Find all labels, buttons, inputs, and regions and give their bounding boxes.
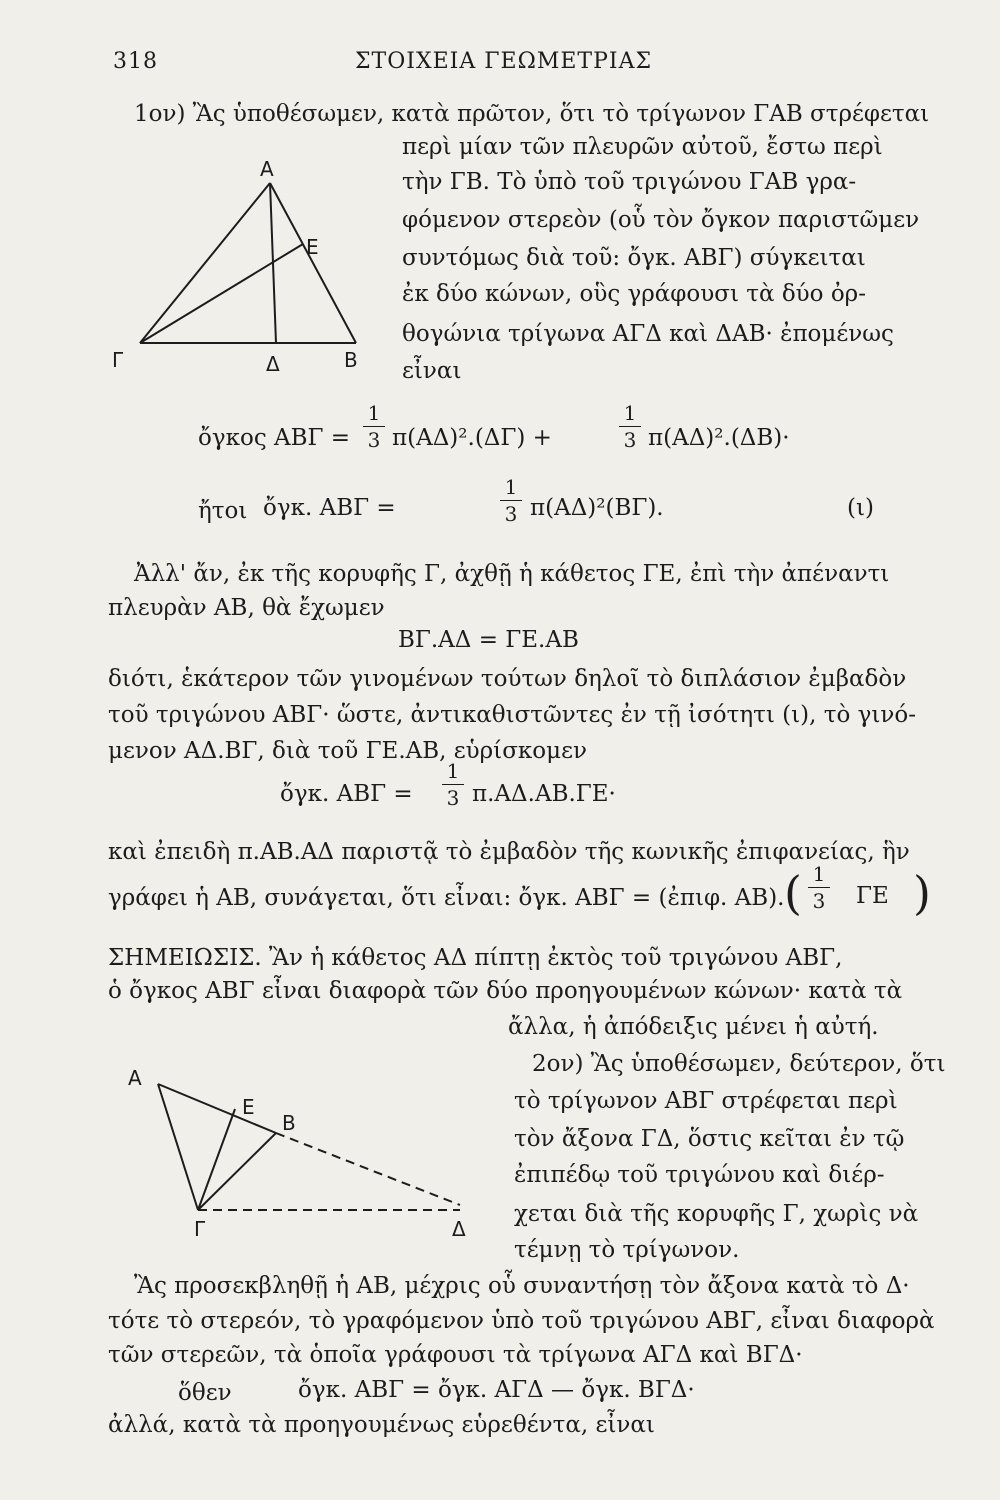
equation-1-rhs: π(ΑΔ)².(ΔΒ)· (648, 425, 790, 451)
text-line: συντόμως διὰ τοῦ: ὄγκ. ΑΒΓ) σύγκειται (402, 245, 866, 271)
fig2-side-gb (198, 1133, 276, 1210)
fraction-one-third: 1 3 (808, 863, 830, 912)
text-line: 1ον) Ἂς ὑποθέσωμεν, κατὰ πρῶτον, ὅτι τὸ τρίγωνον ΓΑΒ στρέφεται (134, 101, 930, 127)
text-line: 2ον) Ἂς ὑποθέσωμεν, δεύτερον, ὅτι (532, 1051, 946, 1077)
text-line: χεται διὰ τῆς κορυφῆς Γ, χωρὶς νὰ (514, 1201, 919, 1227)
fig2-perpendicular-ge (198, 1109, 235, 1210)
fig1-side-ga (140, 183, 270, 343)
fig2-side-ag (158, 1084, 198, 1210)
text-line: ἄλλα, ἡ ἀπόδειξις μένει ἡ αὐτή. (508, 1014, 879, 1040)
text-line: φόμενον στερεὸν (οὗ τὸν ὄγκον παριστῶμεν (402, 207, 920, 233)
text-line: θογώνια τρίγωνα ΑΓΔ καὶ ΔΑΒ· ἐπομένως (402, 321, 894, 347)
fig2-label-a: A (128, 1066, 142, 1090)
fig1-label-d: Δ (266, 352, 280, 376)
equation-2-lhs: ὄγκ. ΑΒΓ = (263, 495, 396, 521)
text-line: τὸ τρίγωνον ΑΒΓ στρέφεται περὶ (514, 1088, 898, 1114)
fig1-perpendicular-ge (140, 244, 303, 343)
text-line: περὶ μίαν τῶν πλευρῶν αὐτοῦ, ἔστω περὶ (402, 134, 883, 160)
text-line: τέμνῃ τὸ τρίγωνον. (514, 1237, 740, 1263)
page-number: 318 (113, 49, 158, 74)
equation-1-middle: π(ΑΔ)².(ΔΓ) + (392, 425, 552, 451)
fraction-one-third: 1 3 (363, 402, 385, 451)
text-line: ἐκ δύο κώνων, οὓς γράφουσι τὰ δύο ὀρ- (402, 281, 866, 307)
fig1-label-b: B (344, 348, 358, 372)
text-line: πλευρὰν ΑΒ, θὰ ἔχωμεν (108, 595, 385, 621)
text-line: καὶ ἐπειδὴ π.ΑΒ.ΑΔ παριστᾷ τὸ ἐμβαδὸν τῆς κωνικῆς ἐπιφανείας, ἣν (108, 839, 910, 865)
fraction-one-third: 1 3 (500, 476, 522, 525)
running-title: ΣΤΟΙΧΕΙΑ ΓΕΩΜΕΤΡΙΑΣ (355, 49, 653, 74)
fraction-one-third: 1 3 (442, 760, 464, 809)
text-line: διότι, ἑκάτερον τῶν γινομένων τούτων δηλοῖ τὸ διπλάσιον ἐμβαδὸν (108, 666, 907, 692)
text-line-end: ΓΕ (856, 883, 889, 909)
equation-3: ΒΓ.ΑΔ = ΓΕ.ΑΒ (398, 627, 579, 653)
equation-2-lead: ἤτοι (198, 498, 248, 524)
figure-2-rotation-diagram (158, 1084, 460, 1210)
equation-4-rhs: π.ΑΔ.ΑΒ.ΓΕ· (472, 781, 616, 807)
text-line: εἶναι (402, 358, 462, 384)
fig1-side-ab (270, 183, 356, 343)
fig2-side-ab (158, 1084, 276, 1133)
text-line: ὄγκ. ΑΒΓ = ὄγκ. ΑΓΔ — ὄγκ. ΒΓΔ· (298, 1377, 695, 1403)
right-parenthesis: ) (913, 866, 931, 920)
text-line: ὅθεν (178, 1380, 232, 1406)
text-line: τότε τὸ στερεόν, τὸ γραφόμενον ὑπὸ τοῦ τριγώνου ΑΒΓ, εἶναι διαφορὰ (108, 1308, 935, 1334)
text-line: τοῦ τριγώνου ΑΒΓ· ὥστε, ἀντικαθιστῶντες ἐν τῇ ἰσότητι (ι), τὸ γινό- (108, 702, 916, 728)
equation-4-lhs: ὄγκ. ΑΒΓ = (280, 781, 413, 807)
fig2-label-g: Γ (194, 1217, 206, 1241)
text-line: Ἀλλ' ἄν, ἐκ τῆς κορυφῆς Γ, ἀχθῇ ἡ κάθετος ΓΕ, ἐπὶ τὴν ἀπέναντι (134, 561, 890, 587)
fig2-label-b: B (282, 1111, 296, 1135)
text-line: ΣΗΜΕΙΩΣΙΣ. Ἂν ἡ κάθετος ΑΔ πίπτῃ ἐκτὸς τοῦ τριγώνου ΑΒΓ, (108, 945, 843, 971)
fig2-label-d: Δ (452, 1217, 466, 1241)
equation-2-rhs: π(ΑΔ)²(ΒΓ). (530, 495, 664, 521)
fig1-label-e: E (306, 235, 319, 259)
text-line: ἀλλά, κατὰ τὰ προηγουμένως εὑρεθέντα, εἶναι (108, 1412, 655, 1438)
fig1-label-g: Γ (112, 348, 124, 372)
fig1-label-a: A (260, 157, 274, 181)
fraction-one-third: 1 3 (619, 402, 641, 451)
fig2-extension-bd (276, 1133, 460, 1205)
equation-1-lhs: ὄγκος ΑΒΓ = (198, 425, 351, 451)
equation-tag-iota: (ι) (847, 495, 874, 521)
text-line: ἐπιπέδῳ τοῦ τριγώνου καὶ διέρ- (514, 1162, 885, 1188)
left-parenthesis: ( (784, 866, 802, 920)
text-line: μενον ΑΔ.ΒΓ, διὰ τοῦ ΓΕ.ΑΒ, εὑρίσκομεν (108, 738, 587, 764)
text-line: ὁ ὄγκος ΑΒΓ εἶναι διαφορὰ τῶν δύο προηγουμένων κώνων· κατὰ τὰ (108, 978, 903, 1004)
fig2-label-e: E (242, 1095, 255, 1119)
text-line: γράφει ἡ ΑΒ, συνάγεται, ὅτι εἶναι: ὄγκ. ΑΒΓ = (ἐπιφ. ΑΒ). (108, 885, 785, 911)
text-line: τὸν ἄξονα ΓΔ, ὅστις κεῖται ἐν τῷ (514, 1126, 905, 1152)
text-line: τὴν ΓΒ. Τὸ ὑπὸ τοῦ τριγώνου ΓΑΒ γρα- (402, 169, 857, 195)
text-line: τῶν στερεῶν, τὰ ὁποῖα γράφουσι τὰ τρίγωνα ΑΓΔ καὶ ΒΓΔ· (108, 1342, 803, 1368)
text-line: Ἂς προσεκβληθῇ ἡ ΑΒ, μέχρις οὗ συναντήσῃ τὸν ἄξονα κατὰ τὸ Δ· (134, 1273, 910, 1299)
